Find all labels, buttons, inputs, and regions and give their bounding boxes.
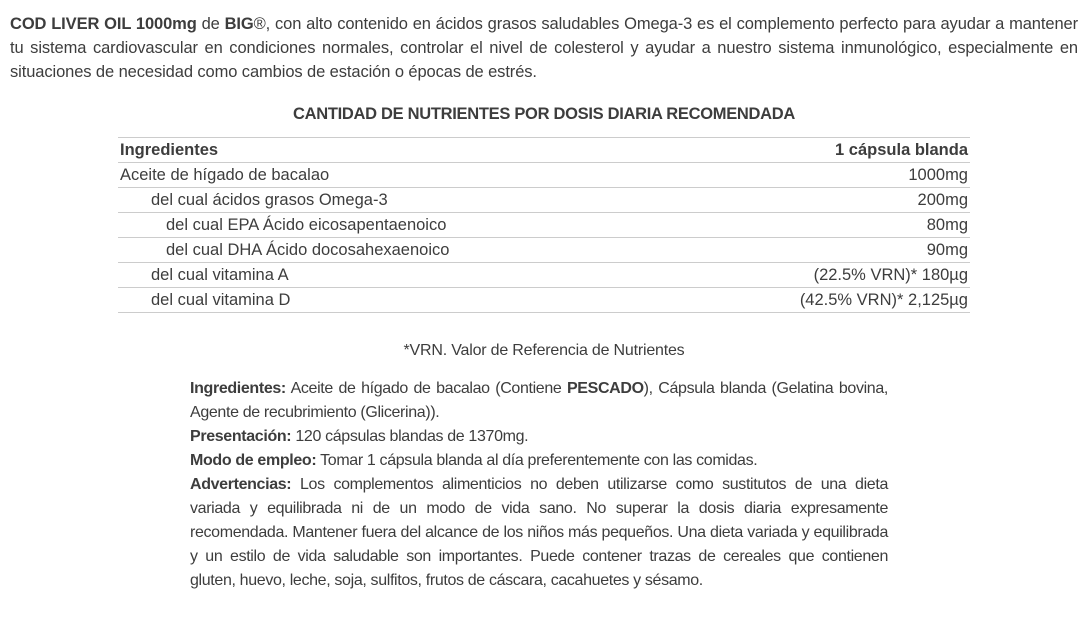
- row-label: Aceite de hígado de bacalao: [120, 165, 330, 184]
- detail-paragraph-usage: [190, 449, 888, 473]
- details-section: [190, 377, 888, 593]
- table-row: [118, 238, 970, 263]
- row-label: del cual vitamina D: [151, 290, 291, 309]
- detail-label-usage: Modo de empleo:: [190, 452, 317, 469]
- row-value: 80mg: [926, 215, 968, 234]
- detail-label-ingredients: Ingredientes:: [190, 380, 286, 397]
- detail-text-warnings: Los complementos alimenticios no deben utilizarse como sustitutos de una dieta variada y equilibrada ni de un modo de vida sano. No superar la dosis diaria expresamente recomendada. Mantener fuera del alcance de los niños más pequeños. Una dieta variada y equilibrada y un estilo de vida saludable son importantes. Puede contener trazas de cereales que contienen gluten, huevo, leche, soja, sulfitos, frutos de cáscara, cacahuetes y sésamo.: [190, 476, 888, 589]
- detail-text-usage: Tomar 1 cápsula blanda al día preferentemente con las comidas.: [316, 452, 758, 469]
- table-row: [118, 188, 970, 213]
- header-ingredients: Ingredientes: [120, 140, 219, 159]
- table-header-row: [118, 138, 970, 163]
- detail-label-presentation: Presentación:: [190, 428, 292, 445]
- detail-text-ingredients-before: Aceite de hígado de bacalao (Contiene: [285, 380, 567, 397]
- detail-paragraph-ingredients: [190, 377, 888, 425]
- detail-text-presentation: 120 cápsulas blandas de 1370mg.: [291, 428, 529, 445]
- table-row: [118, 288, 970, 313]
- nutrition-title: CANTIDAD DE NUTRIENTES POR DOSIS DIARIA RECOMENDADA: [292, 105, 796, 123]
- row-label: del cual EPA Ácido eicosapentaenoico: [166, 215, 447, 234]
- intro-text: ®, con alto contenido en ácidos grasos saludables Omega-3 es el complemento perfecto para ayudar a mantener tu sistema cardiovascular en condiciones normales, controlar el nivel de colesterol y ayudar a nuestro sistema inmunológico, especialmente en situaciones de necesidad como cambios de estación o épocas de estrés.: [10, 15, 1078, 81]
- intro-connector: de: [196, 15, 225, 33]
- nutrition-table: [118, 137, 970, 313]
- header-serving: 1 cápsula blanda: [835, 140, 968, 159]
- row-label: del cual DHA Ácido docosahexaenoico: [166, 240, 450, 259]
- product-label-page: [0, 12, 1088, 628]
- row-value: 1000mg: [908, 165, 968, 184]
- row-value: (42.5% VRN)* 2,125µg: [799, 290, 968, 309]
- detail-paragraph-warnings: [190, 473, 888, 593]
- detail-paragraph-presentation: [190, 425, 888, 449]
- vrn-footnote: *VRN. Valor de Referencia de Nutrientes: [403, 342, 685, 359]
- intro-paragraph: [10, 12, 1078, 84]
- table-row: [118, 213, 970, 238]
- product-name: COD LIVER OIL 1000mg: [10, 15, 197, 33]
- table-row: [118, 163, 970, 188]
- row-label: del cual vitamina A: [151, 265, 289, 284]
- row-value: 200mg: [917, 190, 968, 209]
- detail-text-ingredients-after: ), Cápsula blanda (Gelatina bovina, Agente de recubrimiento (Glicerina)).: [190, 380, 888, 421]
- row-value: (22.5% VRN)* 180µg: [813, 265, 968, 284]
- row-label: del cual ácidos grasos Omega-3: [151, 190, 388, 209]
- allergen-name: PESCADO: [566, 380, 644, 397]
- table-row: [118, 263, 970, 288]
- row-value: 90mg: [926, 240, 968, 259]
- detail-label-warnings: Advertencias:: [190, 476, 292, 493]
- brand-name: BIG: [224, 15, 254, 33]
